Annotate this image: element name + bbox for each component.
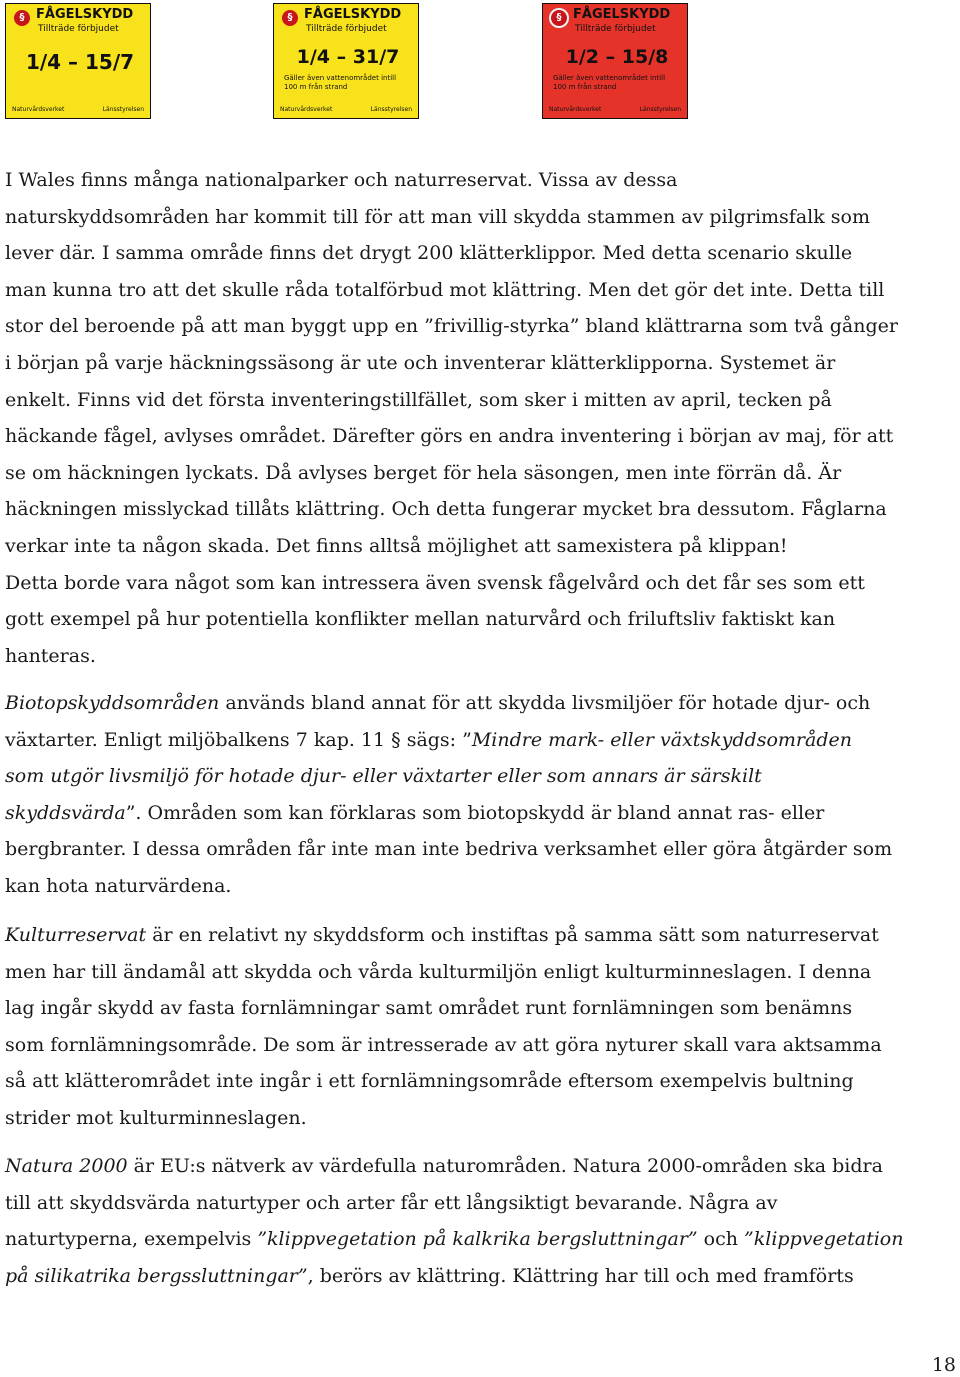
- text-line: hanteras.: [5, 644, 96, 667]
- text-line: Detta borde vara något som kan intressera även svensk fågelvård och det får ses som ett: [5, 571, 865, 594]
- sign-footer-right: Länsstyrelsen: [639, 106, 681, 113]
- text-line: men har till ändamål att skydda och vårda kulturmiljön enligt kulturminneslagen. I denna: [5, 960, 872, 983]
- sign-footer-left: Naturvårdsverket: [280, 106, 333, 113]
- line-plain: och: [697, 1228, 745, 1251]
- text-line: lag ingår skydd av fasta fornlämningar samt området runt fornlämningen som benämns: [5, 997, 853, 1020]
- sign-title: FÅGELSKYDD: [36, 7, 134, 22]
- sign-subtitle: Tillträde förbjudet: [575, 24, 656, 34]
- text-line: så att klätterområdet inte ingår i ett fornlämningsområde eftersom exempelvis bultning: [5, 1070, 854, 1093]
- sign-footer: [280, 106, 412, 113]
- text-line: [5, 1148, 960, 1185]
- line-rest: är en relativt ny skyddsform och instiftas på samma sätt som naturreservat: [146, 924, 879, 946]
- page-number: 18: [931, 1354, 956, 1376]
- sign-title: FÅGELSKYDD: [573, 7, 671, 22]
- text-line: som fornlämningsområde. De som är intresserade av att göra nyturer skall vara aktsamma: [5, 1033, 882, 1056]
- sign-dates: 1/4 – 15/7: [25, 50, 135, 74]
- text-line: lever där. I samma område finns det drygt 200 klätterklippor. Med detta scenario skulle: [5, 242, 853, 265]
- line-rest: används bland annat för att skydda livsmiljöer för hotade djur- och: [219, 692, 871, 714]
- habitat-italic: på silikatrika bergssluttningar”: [5, 1264, 308, 1287]
- text-line: [5, 758, 960, 795]
- sign-footer-right: Länsstyrelsen: [370, 106, 412, 113]
- term-natura-2000: Natura 2000: [5, 1155, 128, 1177]
- text-line: strider mot kulturminneslagen.: [5, 1106, 307, 1129]
- text-line: bergbranter. I dessa områden får inte man inte bedriva verksamhet eller göra åtgärder som: [5, 838, 893, 861]
- text-line: kan hota naturvärdena.: [5, 874, 232, 897]
- authority-logo-icon: §: [12, 8, 32, 28]
- text-line: häckande fågel, avlyses området. Därefter görs en andra inventering i början av maj, för att: [5, 425, 894, 448]
- bird-protection-sign-1: [5, 3, 151, 119]
- term-kulturreservat: Kulturreservat: [5, 924, 147, 946]
- text-line: enkelt. Finns vid det första inventeringstillfället, som sker i mitten av april, tecken på: [5, 388, 832, 411]
- text-line: [5, 722, 960, 759]
- text-line: stor del beroende på att man byggt upp en ”frivillig-styrka” bland klättrarna som två gånger: [5, 315, 898, 338]
- text-line: [5, 917, 960, 954]
- text-line: gott exempel på hur potentiella konflikter mellan naturvård och friluftsliv faktiskt kan: [5, 608, 836, 631]
- bird-protection-sign-2: [273, 3, 419, 119]
- text-line: se om häckningen lyckats. Då avlyses berget för hela säsongen, men inte förrän då. Är: [5, 461, 842, 484]
- line-rest: ”. Områden som kan förklaras som biotopskydd är bland annat ras- eller: [125, 801, 825, 824]
- habitat-italic: ”klippvegetation: [744, 1228, 904, 1251]
- paragraph-wales: [5, 162, 960, 674]
- sign-dates: 1/2 – 15/8: [565, 46, 669, 68]
- line-rest: är EU:s nätverk av värdefulla naturområden. Natura 2000-områden ska bidra: [127, 1155, 883, 1177]
- bird-protection-sign-3: [542, 3, 688, 119]
- sign-footer-left: Naturvårdsverket: [549, 106, 602, 113]
- paragraph-kulturreservat: [5, 917, 960, 1137]
- text-line: [5, 795, 960, 832]
- paragraph-natura2000: [5, 1148, 960, 1294]
- paragraph-biotopskydd: [5, 685, 960, 905]
- sign-title: FÅGELSKYDD: [304, 7, 402, 22]
- sign-note: Gäller även vattenområdet intill 100 m från strand: [553, 74, 666, 91]
- line-plain: växtarter. Enligt miljöbalkens 7 kap. 11 § sägs: ”: [5, 728, 472, 751]
- sign-footer: [12, 106, 144, 113]
- text-line: i början på varje häckningssäsong är ute och inventerar klätterklipporna. Systemet är: [5, 351, 836, 374]
- habitat-italic: ”klippvegetation på kalkrika bergsluttningar”: [257, 1228, 698, 1251]
- sign-footer-left: Naturvårdsverket: [12, 106, 65, 113]
- authority-logo-icon: §: [549, 8, 569, 28]
- sign-subtitle: Tillträde förbjudet: [38, 24, 119, 34]
- quote-italic: skyddsvärda: [5, 801, 126, 824]
- line-plain: naturtyperna, exempelvis: [5, 1228, 258, 1251]
- text-line: häckningen misslyckad tillåts klättring. Och detta fungerar mycket bra dessutom. Fåglarna: [5, 498, 887, 521]
- text-line: man kunna tro att det skulle råda totalförbud mot klättring. Men det gör det inte. Detta till: [5, 278, 885, 301]
- quote-italic: som utgör livsmiljö för hotade djur- eller växtarter eller som annars är särskilt: [5, 765, 762, 788]
- sign-dates: 1/4 – 31/7: [296, 46, 400, 68]
- term-biotopskyddsomraden: Biotopskyddsområden: [5, 692, 220, 714]
- sign-subtitle: Tillträde förbjudet: [306, 24, 387, 34]
- text-line: verkar inte ta någon skada. Det finns alltså möjlighet att samexistera på klippan!: [5, 534, 788, 557]
- sign-note: Gäller även vattenområdet intill 100 m från strand: [284, 74, 397, 91]
- sign-footer: [549, 106, 681, 113]
- text-line: [5, 1258, 960, 1295]
- authority-logo-icon: §: [280, 8, 300, 28]
- text-line: [5, 685, 960, 722]
- text-line: [5, 1221, 960, 1258]
- sign-footer-right: Länsstyrelsen: [102, 106, 144, 113]
- text-line: I Wales finns många nationalparker och naturreservat. Vissa av dessa: [5, 169, 678, 191]
- text-line: naturskyddsområden har kommit till för att man vill skydda stammen av pilgrimsfalk som: [5, 205, 870, 228]
- line-rest: , berörs av klättring. Klättring har till och med framförts: [307, 1264, 854, 1287]
- text-line: till att skyddsvärda naturtyper och arter får ett långsiktigt bevarande. Några av: [5, 1191, 778, 1214]
- quote-italic: Mindre mark- eller växtskyddsområden: [471, 728, 852, 751]
